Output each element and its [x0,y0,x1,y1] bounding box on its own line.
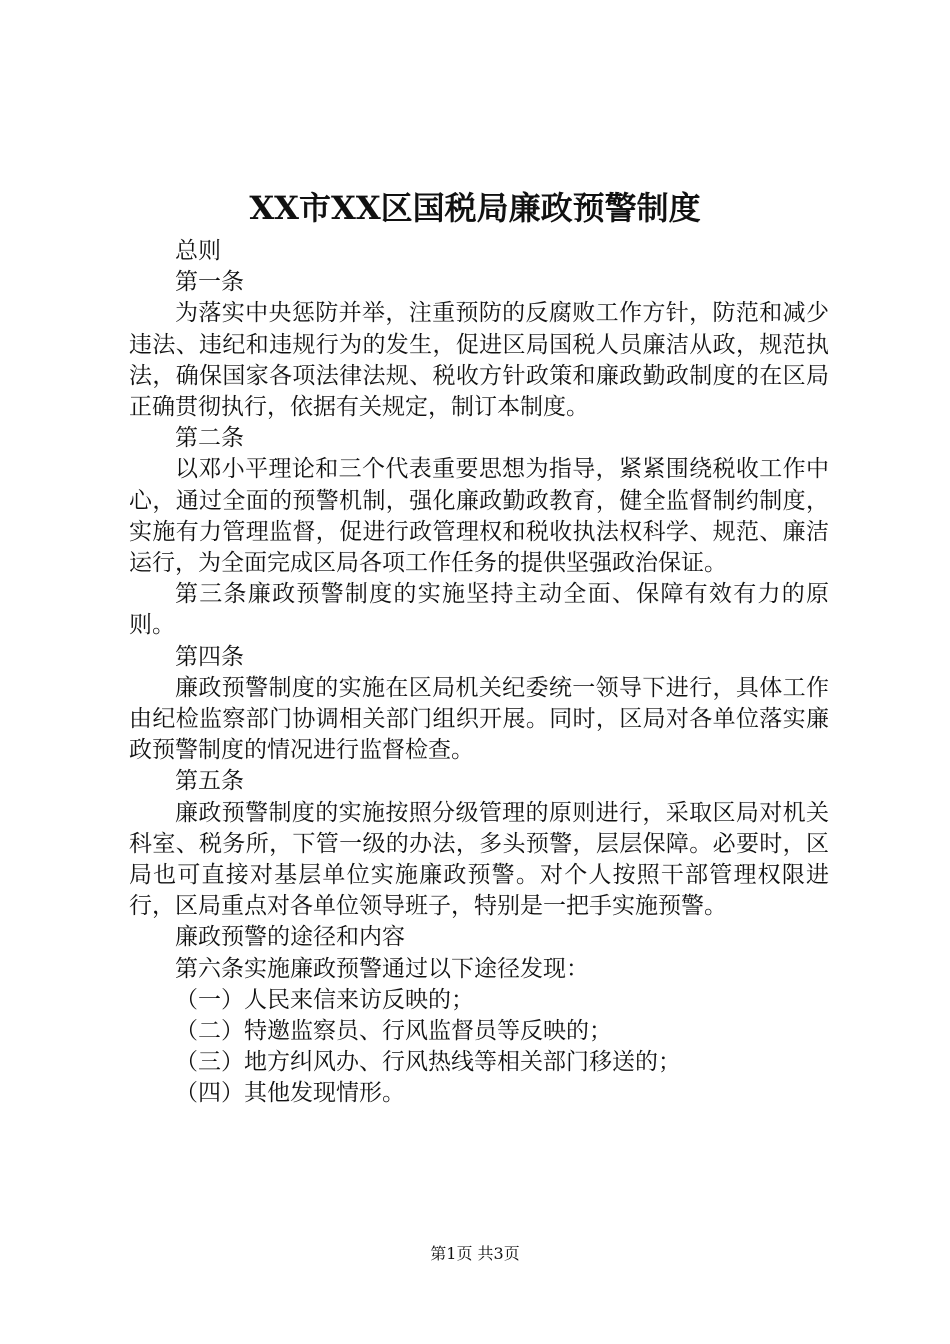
paragraph-article-1-text: 为落实中央惩防并举，注重预防的反腐败工作方针，防范和减少违法、违纪和违规行为的发生，促进区局国税人员廉洁从政，规范执法，确保国家各项法律法规、税收方针政策和廉政勤政制度的在区局正确贯彻执行，依据有关规定，制订本制度。 [129,300,829,421]
paragraph-article-2-heading: 第二条 [175,425,244,452]
paragraph-article-5-heading: 第五条 [175,768,244,795]
paragraph-article-3: 第三条廉政预警制度的实施坚持主动全面、保障有效有力的原则。 [129,581,829,639]
list-item-3: （三）地方纠风办、行风热线等相关部门移送的； [175,1049,681,1076]
paragraph-article-2-text: 以邓小平理论和三个代表重要思想为指导，紧紧围绕税收工作中心，通过全面的预警机制，强化廉政勤政教育，健全监督制约制度，实施有力管理监督，促进行政管理权和税收执法权科学、规范、廉洁运行，为全面完成区局各项工作任务的提供坚强政治保证。 [129,456,829,577]
list-item-4: （四）其他发现情形。 [175,1080,405,1107]
paragraph-section-heading: 廉政预警的途径和内容 [175,924,405,951]
document-body [129,236,829,1110]
paragraph-article-6: 第六条实施廉政预警通过以下途径发现： [175,955,589,982]
list-item-1: （一）人民来信来访反映的； [175,986,474,1013]
paragraph-article-5-text: 廉政预警制度的实施按照分级管理的原则进行，采取区局对机关科室、税务所，下管一级的办法，多头预警，层层保障。必要时，区局也可直接对基层单位实施廉政预警。对个人按照干部管理权限进行，区局重点对各单位领导班子，特别是一把手实施预警。 [129,799,829,920]
paragraph-article-4-heading: 第四条 [175,643,244,670]
paragraph-article-4-text: 廉政预警制度的实施在区局机关纪委统一领导下进行，具体工作由纪检监察部门协调相关部门组织开展。同时，区局对各单位落实廉政预警制度的情况进行监督检查。 [129,674,829,764]
list-item-2: （二）特邀监察员、行风监督员等反映的； [175,1018,612,1045]
paragraph-general-provisions: 总则 [175,238,221,264]
paragraph-article-1-heading: 第一条 [175,269,244,296]
document-title: XX市XX区国税局廉政预警制度 [249,189,701,227]
page-footer: 第1页 共3页 [430,1244,520,1263]
